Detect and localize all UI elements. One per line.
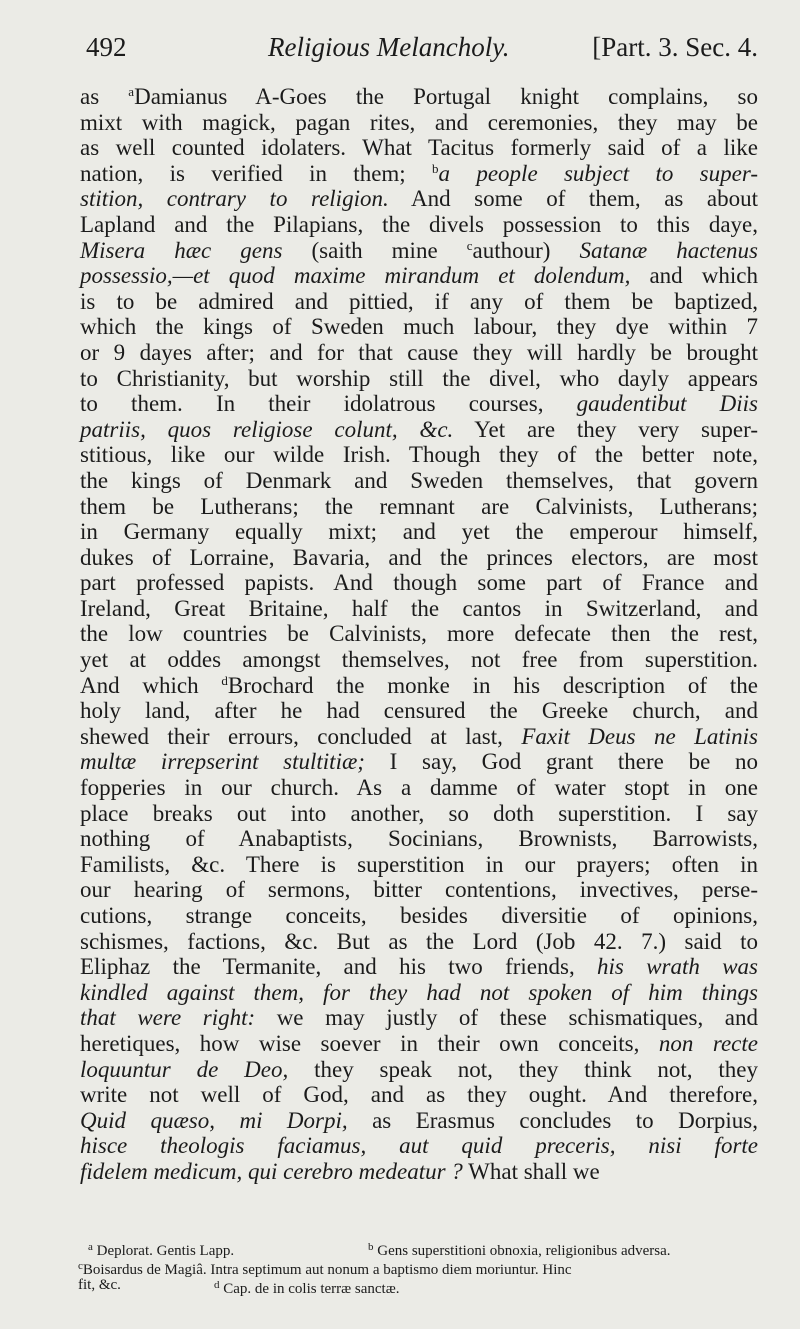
text-run: they speak not, they think not, they — [288, 1056, 758, 1082]
text-line — [80, 954, 758, 980]
italic-run: Faxit Deus ne Latinis — [521, 723, 758, 749]
footnote-b-mark: b — [368, 1241, 374, 1253]
text-line — [80, 238, 758, 264]
text-run: Familists, &c. There is superstition in our prayers; often in — [80, 851, 758, 877]
text-line — [80, 673, 758, 699]
running-title: Religious Melancholy. — [268, 32, 510, 62]
italic-run: possessio,—et quod maxime mirandum et dolendum, — [80, 263, 631, 289]
footnote-c-text: Boisardus de Magiâ. Intra septimum aut nonum a baptismo diem moriuntur. Hinc — [82, 1262, 572, 1278]
text-run: Damianus A-Goes the Portugal knight complains, so — [134, 84, 758, 109]
text-line — [80, 468, 758, 494]
text-run: shewed their errours, concluded at last, — [80, 723, 522, 749]
text-run: dukes of Lorraine, Bavaria, and the princes electors, are most — [80, 544, 758, 570]
text-run: And some of them, as about — [388, 186, 759, 212]
footnote-row — [78, 1238, 760, 1257]
italic-run: patriis, quos religiose colunt, &c. — [80, 416, 454, 442]
italic-run: fidelem medicum, qui cerebro medeatur ? — [80, 1158, 463, 1184]
text-line — [80, 263, 758, 289]
text-run: to them. In their idolatrous courses, — [80, 391, 577, 417]
text-line — [80, 826, 758, 852]
footnote-d — [214, 1276, 399, 1299]
italic-run: non recte — [658, 1030, 758, 1056]
text-run: write not well of God, and as they ought. And therefore, — [80, 1082, 758, 1108]
text-line — [80, 340, 758, 366]
italic-run: stition, contrary to religion. — [80, 186, 389, 212]
text-run: yet at oddes amongst themselves, not free from superstition. — [80, 647, 758, 673]
text-run: as — [80, 84, 129, 109]
text-line — [80, 570, 758, 596]
text-run: (saith mine — [282, 237, 467, 263]
text-line — [80, 161, 758, 187]
text-run: as Erasmus concludes to Dorpius, — [347, 1107, 758, 1133]
text-line — [80, 775, 758, 801]
text-run: nothing of Anabaptists, Socinians, Brownists, Barrowists, — [80, 826, 758, 852]
italic-run: Quid quæso, mi Dorpi, — [80, 1107, 348, 1133]
text-line — [80, 1057, 758, 1083]
page-number: 492 — [86, 32, 127, 62]
footnote-a-text: Deplorat. Gentis Lapp. — [96, 1243, 235, 1259]
footnote-d-mark: d — [214, 1279, 220, 1291]
text-run: holy land, after he had censured the Greeke church, and — [80, 698, 758, 724]
text-line — [80, 852, 758, 878]
text-line — [80, 84, 758, 110]
italic-run: Satanæ hactenus — [579, 237, 758, 263]
footnote-row — [78, 1257, 760, 1276]
text-line — [80, 135, 758, 161]
footnote-marker: c — [466, 237, 473, 253]
footnote-marker: a — [128, 84, 135, 99]
text-line — [80, 545, 758, 571]
text-run: fopperies in our church. As a damme of water stopt in one — [80, 775, 758, 801]
text-line — [80, 621, 758, 647]
text-line — [80, 724, 758, 750]
section-reference: [Part. 3. Sec. 4. — [592, 32, 758, 62]
text-run: What shall we — [462, 1158, 600, 1184]
text-run: Brochard the monke in his description of the — [227, 672, 758, 698]
italic-run: a people subject to super- — [438, 160, 758, 186]
text-line — [80, 110, 758, 136]
text-run: or 9 dayes after; and for that cause they will hardly be brought — [80, 339, 758, 365]
footnote-d-text: Cap. de in colis terræ sanctæ. — [223, 1281, 400, 1297]
text-run: part professed papists. And though some part of France and — [80, 570, 758, 596]
text-line — [80, 647, 758, 673]
italic-run: gaudentibut Diis — [576, 391, 758, 417]
text-line — [80, 1031, 758, 1057]
text-run: authour) — [472, 237, 580, 263]
text-run: schismes, factions, &c. But as the Lord (Job 42. 7.) said to — [80, 928, 758, 954]
text-line — [80, 980, 758, 1006]
text-run: I say, God grant there be no — [364, 749, 758, 775]
text-line — [80, 698, 758, 724]
text-run: cutions, strange conceits, besides diversitie of opinions, — [80, 903, 758, 928]
text-run: Lapland and the Pilapians, the divels possession to this daye, — [80, 211, 758, 237]
italic-run: hisce theologis faciamus, aut quid preceris, nisi forte — [80, 1133, 758, 1159]
footnote-marker: b — [432, 160, 439, 176]
text-run: the kings of Denmark and Sweden themselves, that govern — [80, 467, 758, 493]
text-line — [80, 1159, 758, 1185]
text-run: heretiques, how wise soever in their own conceits, — [80, 1030, 659, 1056]
text-line — [80, 903, 758, 929]
text-line — [80, 289, 758, 315]
text-run: which the kings of Sweden much labour, they dye within 7 — [80, 314, 758, 340]
text-line — [80, 186, 758, 212]
text-line — [80, 417, 758, 443]
text-line — [80, 877, 758, 903]
text-line — [80, 494, 758, 520]
text-run: Eliphaz the Termanite, and his two friends, — [80, 954, 598, 980]
text-line — [80, 596, 758, 622]
text-run: stitious, like our wilde Irish. Though they of the better note, — [80, 442, 758, 468]
text-line — [80, 749, 758, 775]
footnote-row — [78, 1276, 760, 1295]
text-line — [80, 442, 758, 468]
text-run: in Germany equally mixt; and yet the emperour himself, — [80, 519, 758, 545]
text-run: to Christianity, but worship still the divel, who dayly appears — [80, 365, 758, 391]
text-line — [80, 314, 758, 340]
text-run: the low countries be Calvinists, more defecate then the rest, — [80, 621, 758, 647]
text-run: and which — [630, 263, 758, 289]
italic-run: that were right: — [80, 1005, 256, 1031]
footnote-a-mark: a — [88, 1241, 93, 1253]
text-run: Yet are they very super- — [453, 416, 758, 442]
text-line — [80, 366, 758, 392]
running-header — [86, 28, 758, 68]
footnote-c-continued: fit, &c. — [78, 1277, 121, 1293]
text-run: them be Lutherans; the remnant are Calvinists, Lutherans; — [80, 493, 758, 519]
italic-run: Misera hæc gens — [80, 237, 283, 263]
text-run: Ireland, Great Britaine, half the cantos in Switzerland, and — [80, 595, 758, 621]
footnote-marker: d — [221, 672, 228, 688]
text-run: as well counted idolaters. What Tacitus formerly said of a like — [80, 135, 758, 161]
text-line — [80, 801, 758, 827]
text-run: mixt with magick, pagan rites, and ceremonies, they may be — [80, 109, 758, 135]
text-line — [80, 1082, 758, 1108]
text-line — [80, 1005, 758, 1031]
text-run: place breaks out into another, so doth superstition. I say — [80, 800, 758, 826]
italic-run: multæ irrepserint stultitiæ; — [80, 749, 365, 775]
italic-run: his wrath was — [597, 954, 758, 980]
text-line — [80, 212, 758, 238]
text-run: nation, is verified in them; — [80, 160, 433, 186]
footnote-c-mark: c — [78, 1260, 83, 1272]
text-line — [80, 519, 758, 545]
text-run: And which — [80, 672, 222, 698]
text-line — [80, 391, 758, 417]
footnote-b-text: Gens superstitioni obnoxia, religionibus adversa. — [377, 1243, 671, 1259]
text-run: is to be admired and pittied, if any of them be baptized, — [80, 288, 758, 314]
italic-run: kindled against them, for they had not spoken of him things — [80, 979, 758, 1005]
text-line — [80, 1133, 758, 1159]
text-run: our hearing of sermons, bitter contentions, invectives, perse- — [80, 877, 758, 903]
italic-run: loquuntur de Deo, — [80, 1056, 289, 1082]
text-line — [80, 929, 758, 955]
text-run: we may justly of these schismatiques, and — [255, 1005, 758, 1031]
body-text — [80, 84, 758, 1185]
footnotes — [78, 1238, 760, 1295]
text-line — [80, 1108, 758, 1134]
